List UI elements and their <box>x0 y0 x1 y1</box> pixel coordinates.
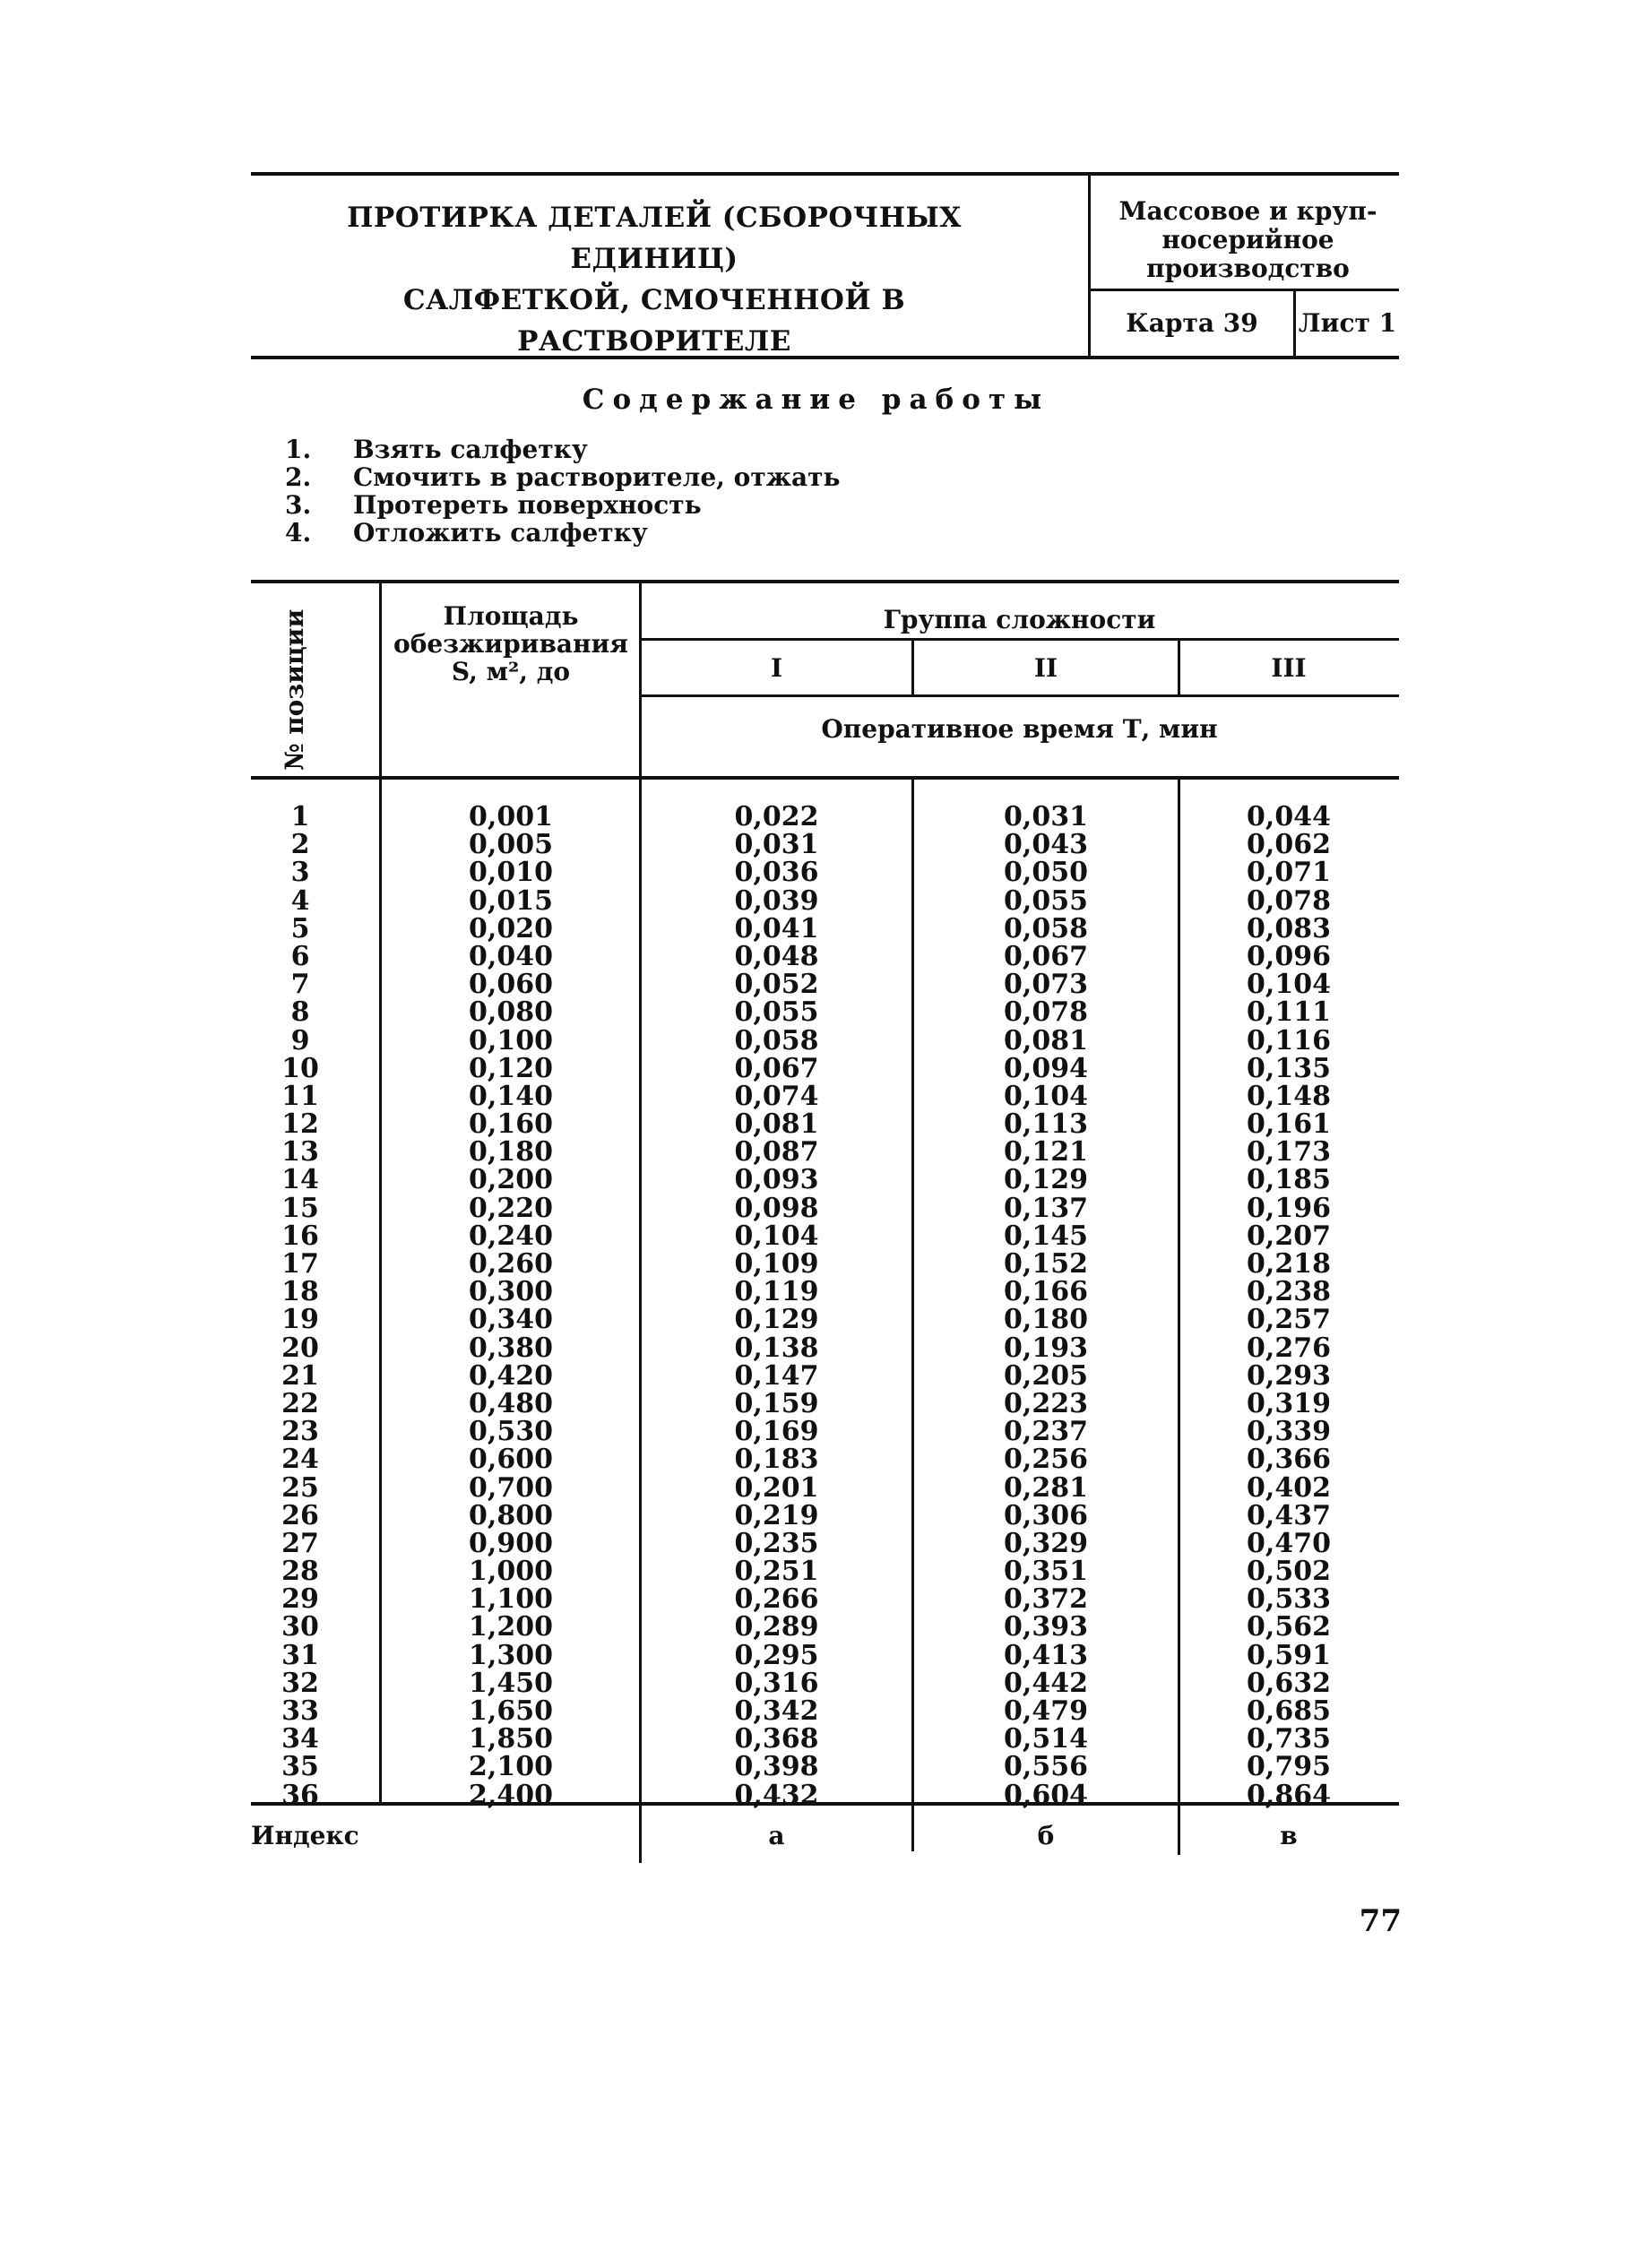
cell-group1-time: 0,169 <box>734 1416 819 1448</box>
cell-group1-time: 0,432 <box>734 1779 819 1811</box>
work-step-text: Отложить салфетку <box>353 518 648 548</box>
cell-area: 2,400 <box>469 1779 553 1811</box>
work-step-number: 4. <box>285 518 312 548</box>
cell-group2-time: 0,073 <box>1004 969 1088 1001</box>
cell-position: 30 <box>281 1611 319 1643</box>
cell-position: 25 <box>281 1471 319 1504</box>
cell-position: 10 <box>281 1052 319 1084</box>
cell-area: 0,420 <box>469 1359 553 1392</box>
work-step <box>285 463 840 491</box>
cell-position: 14 <box>281 1164 319 1196</box>
column-group1-values <box>640 803 913 1809</box>
cell-group1-time: 0,342 <box>734 1695 819 1727</box>
cell-position: 12 <box>281 1108 319 1141</box>
cell-position: 23 <box>281 1416 319 1448</box>
cell-group3-time: 0,402 <box>1247 1471 1331 1504</box>
cell-area: 0,040 <box>469 940 553 972</box>
cell-group2-time: 0,081 <box>1004 1024 1088 1056</box>
work-step-text: Протереть поверхность <box>353 490 702 520</box>
cell-group3-time: 0,062 <box>1247 829 1331 861</box>
cell-group2-time: 0,055 <box>1004 884 1088 917</box>
cell-group3-time: 0,238 <box>1247 1276 1331 1308</box>
index-row-label: Индекс <box>251 1821 359 1850</box>
cell-group3-time: 0,276 <box>1247 1332 1331 1364</box>
cell-group1-time: 0,087 <box>734 1136 819 1168</box>
column-header-group-1: I <box>770 653 783 683</box>
cell-area: 0,380 <box>469 1332 553 1364</box>
cell-area: 0,700 <box>469 1471 553 1504</box>
cell-group3-time: 0,083 <box>1247 912 1331 944</box>
column-header-group-3: III <box>1271 653 1307 683</box>
cell-position: 33 <box>281 1695 319 1727</box>
cell-group3-time: 0,111 <box>1247 996 1331 1029</box>
cell-position: 5 <box>290 912 310 944</box>
cell-group2-time: 0,058 <box>1004 912 1088 944</box>
page-title <box>269 197 1040 362</box>
production-type-line1: Массовое и круп- <box>1118 196 1377 226</box>
index-value-a: а <box>768 1821 785 1850</box>
cell-area: 0,200 <box>469 1164 553 1196</box>
cell-group3-time: 0,071 <box>1247 857 1331 889</box>
page-number: 77 <box>1359 1903 1402 1939</box>
cell-position: 2 <box>290 829 310 861</box>
cell-group2-time: 0,137 <box>1004 1192 1088 1224</box>
cell-group3-time: 0,591 <box>1247 1639 1331 1671</box>
cell-group2-time: 0,067 <box>1004 940 1088 972</box>
cell-group2-time: 0,372 <box>1004 1583 1088 1616</box>
cell-area: 2,100 <box>469 1751 553 1783</box>
cell-area: 0,100 <box>469 1024 553 1056</box>
cell-group1-time: 0,251 <box>734 1556 819 1588</box>
cell-area: 0,260 <box>469 1248 553 1280</box>
cell-group1-time: 0,235 <box>734 1527 819 1559</box>
cell-group1-time: 0,289 <box>734 1611 819 1643</box>
cell-group2-time: 0,329 <box>1004 1527 1088 1559</box>
card-number: Карта 39 <box>1126 308 1258 338</box>
cell-group2-time: 0,306 <box>1004 1499 1088 1531</box>
cell-position: 21 <box>281 1359 319 1392</box>
cell-group2-time: 0,193 <box>1004 1332 1088 1364</box>
cell-position: 15 <box>281 1192 319 1224</box>
cell-group3-time: 0,096 <box>1247 940 1331 972</box>
cell-group2-time: 0,121 <box>1004 1136 1088 1168</box>
cell-position: 34 <box>281 1723 319 1755</box>
cell-group3-time: 0,104 <box>1247 969 1331 1001</box>
roman-header-rule <box>640 694 1399 697</box>
cell-position: 20 <box>281 1332 319 1364</box>
cell-group1-time: 0,036 <box>734 857 819 889</box>
cell-area: 0,530 <box>469 1416 553 1448</box>
cell-group2-time: 0,129 <box>1004 1164 1088 1196</box>
cell-position: 22 <box>281 1387 319 1419</box>
cell-group3-time: 0,533 <box>1247 1583 1331 1616</box>
group-header-rule <box>640 638 1399 641</box>
cell-group2-time: 0,256 <box>1004 1444 1088 1476</box>
work-steps-list <box>285 435 840 547</box>
cell-area: 1,300 <box>469 1639 553 1671</box>
cell-area: 0,010 <box>469 857 553 889</box>
production-type <box>1098 197 1398 283</box>
cell-group3-time: 0,502 <box>1247 1556 1331 1588</box>
cell-group3-time: 0,437 <box>1247 1499 1331 1531</box>
cell-group3-time: 0,044 <box>1247 801 1331 832</box>
cell-position: 28 <box>281 1556 319 1588</box>
cell-position: 26 <box>281 1499 319 1531</box>
cell-position: 8 <box>290 996 310 1029</box>
cell-area: 0,300 <box>469 1276 553 1308</box>
cell-group1-time: 0,266 <box>734 1583 819 1616</box>
work-step <box>285 435 840 463</box>
cell-group3-time: 0,685 <box>1247 1695 1331 1727</box>
work-step <box>285 519 840 547</box>
cell-group1-time: 0,104 <box>734 1220 819 1252</box>
cell-area: 0,001 <box>469 801 553 832</box>
work-step-number: 1. <box>285 435 312 464</box>
cell-group2-time: 0,078 <box>1004 996 1088 1029</box>
table-top-rule <box>251 580 1399 583</box>
cell-group3-time: 0,173 <box>1247 1136 1331 1168</box>
cell-group2-time: 0,043 <box>1004 829 1088 861</box>
work-step-text: Смочить в растворителе, отжать <box>353 462 841 492</box>
cell-group3-time: 0,562 <box>1247 1611 1331 1643</box>
column-header-position: № позиции <box>280 608 309 771</box>
cell-group1-time: 0,119 <box>734 1276 819 1308</box>
cell-area: 0,180 <box>469 1136 553 1168</box>
cell-group1-time: 0,398 <box>734 1751 819 1783</box>
cell-group2-time: 0,223 <box>1004 1387 1088 1419</box>
cell-group3-time: 0,161 <box>1247 1108 1331 1141</box>
cell-group2-time: 0,031 <box>1004 801 1088 832</box>
table-header-bottom-rule <box>251 776 1399 780</box>
cell-group1-time: 0,041 <box>734 912 819 944</box>
cell-group3-time: 0,632 <box>1247 1667 1331 1699</box>
cell-group2-time: 0,514 <box>1004 1723 1088 1755</box>
card-box-top-rule <box>1088 289 1399 291</box>
column-group3-values <box>1179 803 1399 1809</box>
cell-area: 1,100 <box>469 1583 553 1616</box>
cell-group1-time: 0,201 <box>734 1471 819 1504</box>
cell-position: 1 <box>290 801 310 832</box>
cell-position: 9 <box>290 1024 310 1056</box>
page-title-line2: САЛФЕТКОЙ, СМОЧЕННОЙ В РАСТВОРИТЕЛЕ <box>402 284 906 358</box>
cell-group2-time: 0,604 <box>1004 1779 1088 1811</box>
cell-area: 0,015 <box>469 884 553 917</box>
cell-group3-time: 0,470 <box>1247 1527 1331 1559</box>
cell-group1-time: 0,316 <box>734 1667 819 1699</box>
cell-group3-time: 0,339 <box>1247 1416 1331 1448</box>
cell-group2-time: 0,094 <box>1004 1052 1088 1084</box>
column-header-operative-time: Оперативное время Т, мин <box>821 714 1218 744</box>
cell-group2-time: 0,393 <box>1004 1611 1088 1643</box>
column-header-group-2: II <box>1033 653 1058 683</box>
cell-group3-time: 0,218 <box>1247 1248 1331 1280</box>
work-step-number: 2. <box>285 462 312 492</box>
cell-position: 19 <box>281 1304 319 1336</box>
cell-position: 3 <box>290 857 310 889</box>
cell-position: 35 <box>281 1751 319 1783</box>
production-type-line2: носерийное <box>1161 225 1334 254</box>
cell-group3-time: 0,078 <box>1247 884 1331 917</box>
cell-group1-time: 0,067 <box>734 1052 819 1084</box>
cell-group2-time: 0,180 <box>1004 1304 1088 1336</box>
column-group2-values <box>912 803 1179 1809</box>
cell-group1-time: 0,052 <box>734 969 819 1001</box>
cell-area: 1,650 <box>469 1695 553 1727</box>
cell-group2-time: 0,281 <box>1004 1471 1088 1504</box>
cell-group1-time: 0,031 <box>734 829 819 861</box>
cell-area: 0,140 <box>469 1080 553 1112</box>
column-header-complexity-group: Группа сложности <box>883 605 1156 634</box>
cell-area: 0,240 <box>469 1220 553 1252</box>
work-step-text: Взять салфетку <box>353 435 588 464</box>
cell-group1-time: 0,147 <box>734 1359 819 1392</box>
cell-position: 29 <box>281 1583 319 1616</box>
column-area-values <box>381 803 641 1809</box>
cell-area: 0,480 <box>469 1387 553 1419</box>
cell-group1-time: 0,295 <box>734 1639 819 1671</box>
cell-position: 16 <box>281 1220 319 1252</box>
cell-group3-time: 0,135 <box>1247 1052 1331 1084</box>
cell-area: 0,600 <box>469 1444 553 1476</box>
column-header-area-line1: Площадь <box>443 601 579 631</box>
cell-group3-time: 0,864 <box>1247 1779 1331 1811</box>
cell-group3-time: 0,257 <box>1247 1304 1331 1336</box>
cell-group3-time: 0,293 <box>1247 1359 1331 1392</box>
cell-group1-time: 0,093 <box>734 1164 819 1196</box>
cell-position: 31 <box>281 1639 319 1671</box>
cell-group1-time: 0,022 <box>734 801 819 832</box>
work-step-number: 3. <box>285 490 312 520</box>
cell-group1-time: 0,098 <box>734 1192 819 1224</box>
work-step <box>285 491 840 519</box>
cell-position: 24 <box>281 1444 319 1476</box>
cell-group2-time: 0,556 <box>1004 1751 1088 1783</box>
cell-area: 0,800 <box>469 1499 553 1531</box>
cell-group3-time: 0,735 <box>1247 1723 1331 1755</box>
cell-group1-time: 0,109 <box>734 1248 819 1280</box>
cell-position: 4 <box>290 884 310 917</box>
cell-area: 1,450 <box>469 1667 553 1699</box>
column-position-values <box>269 803 332 1809</box>
cell-area: 0,900 <box>469 1527 553 1559</box>
cell-group2-time: 0,237 <box>1004 1416 1088 1448</box>
cell-area: 0,080 <box>469 996 553 1029</box>
cell-group1-time: 0,138 <box>734 1332 819 1364</box>
cell-group3-time: 0,366 <box>1247 1444 1331 1476</box>
cell-group2-time: 0,050 <box>1004 857 1088 889</box>
cell-area: 0,120 <box>469 1052 553 1084</box>
work-content-title: Содержание работы <box>582 384 1050 416</box>
cell-area: 0,340 <box>469 1304 553 1336</box>
cell-area: 0,005 <box>469 829 553 861</box>
column-header-area-line2: обезжиривания <box>393 629 628 659</box>
cell-group1-time: 0,055 <box>734 996 819 1029</box>
cell-group2-time: 0,145 <box>1004 1220 1088 1252</box>
page-title-line1: ПРОТИРКА ДЕТАЛЕЙ (СБОРОЧНЫХ ЕДИНИЦ) <box>347 202 962 275</box>
cell-area: 1,000 <box>469 1556 553 1588</box>
cell-group1-time: 0,368 <box>734 1723 819 1755</box>
cell-position: 17 <box>281 1248 319 1280</box>
cell-group3-time: 0,185 <box>1247 1164 1331 1196</box>
column-header-area <box>381 602 641 686</box>
index-value-v: в <box>1280 1821 1298 1850</box>
cell-group1-time: 0,129 <box>734 1304 819 1336</box>
cell-group2-time: 0,351 <box>1004 1556 1088 1588</box>
production-type-line3: производство <box>1146 254 1350 283</box>
cell-position: 27 <box>281 1527 319 1559</box>
cell-group1-time: 0,183 <box>734 1444 819 1476</box>
cell-position: 32 <box>281 1667 319 1699</box>
cell-position: 13 <box>281 1136 319 1168</box>
cell-group1-time: 0,159 <box>734 1387 819 1419</box>
cell-group2-time: 0,152 <box>1004 1248 1088 1280</box>
cell-area: 0,160 <box>469 1108 553 1141</box>
cell-position: 11 <box>281 1080 319 1112</box>
cell-group2-time: 0,413 <box>1004 1639 1088 1671</box>
cell-group2-time: 0,442 <box>1004 1667 1088 1699</box>
cell-position: 18 <box>281 1276 319 1308</box>
cell-group3-time: 0,795 <box>1247 1751 1331 1783</box>
index-value-b: б <box>1037 1821 1055 1850</box>
cell-area: 1,200 <box>469 1611 553 1643</box>
cell-group2-time: 0,113 <box>1004 1108 1088 1141</box>
header-top-rule <box>251 172 1399 176</box>
column-header-area-line3: S, м², до <box>451 657 571 686</box>
cell-group1-time: 0,081 <box>734 1108 819 1141</box>
cell-group1-time: 0,039 <box>734 884 819 917</box>
cell-group3-time: 0,196 <box>1247 1192 1331 1224</box>
cell-area: 1,850 <box>469 1723 553 1755</box>
sheet-number: Лист 1 <box>1298 308 1397 338</box>
cell-group3-time: 0,207 <box>1247 1220 1331 1252</box>
cell-group1-time: 0,048 <box>734 940 819 972</box>
cell-position: 6 <box>290 940 310 972</box>
cell-area: 0,220 <box>469 1192 553 1224</box>
cell-area: 0,020 <box>469 912 553 944</box>
cell-group1-time: 0,074 <box>734 1080 819 1112</box>
cell-group1-time: 0,219 <box>734 1499 819 1531</box>
cell-area: 0,060 <box>469 969 553 1001</box>
cell-group3-time: 0,319 <box>1247 1387 1331 1419</box>
cell-position: 7 <box>290 969 310 1001</box>
cell-group3-time: 0,116 <box>1247 1024 1331 1056</box>
cell-group2-time: 0,479 <box>1004 1695 1088 1727</box>
cell-group1-time: 0,058 <box>734 1024 819 1056</box>
cell-group3-time: 0,148 <box>1247 1080 1331 1112</box>
cell-position: 36 <box>281 1779 319 1811</box>
cell-group2-time: 0,205 <box>1004 1359 1088 1392</box>
cell-group2-time: 0,104 <box>1004 1080 1088 1112</box>
cell-group2-time: 0,166 <box>1004 1276 1088 1308</box>
